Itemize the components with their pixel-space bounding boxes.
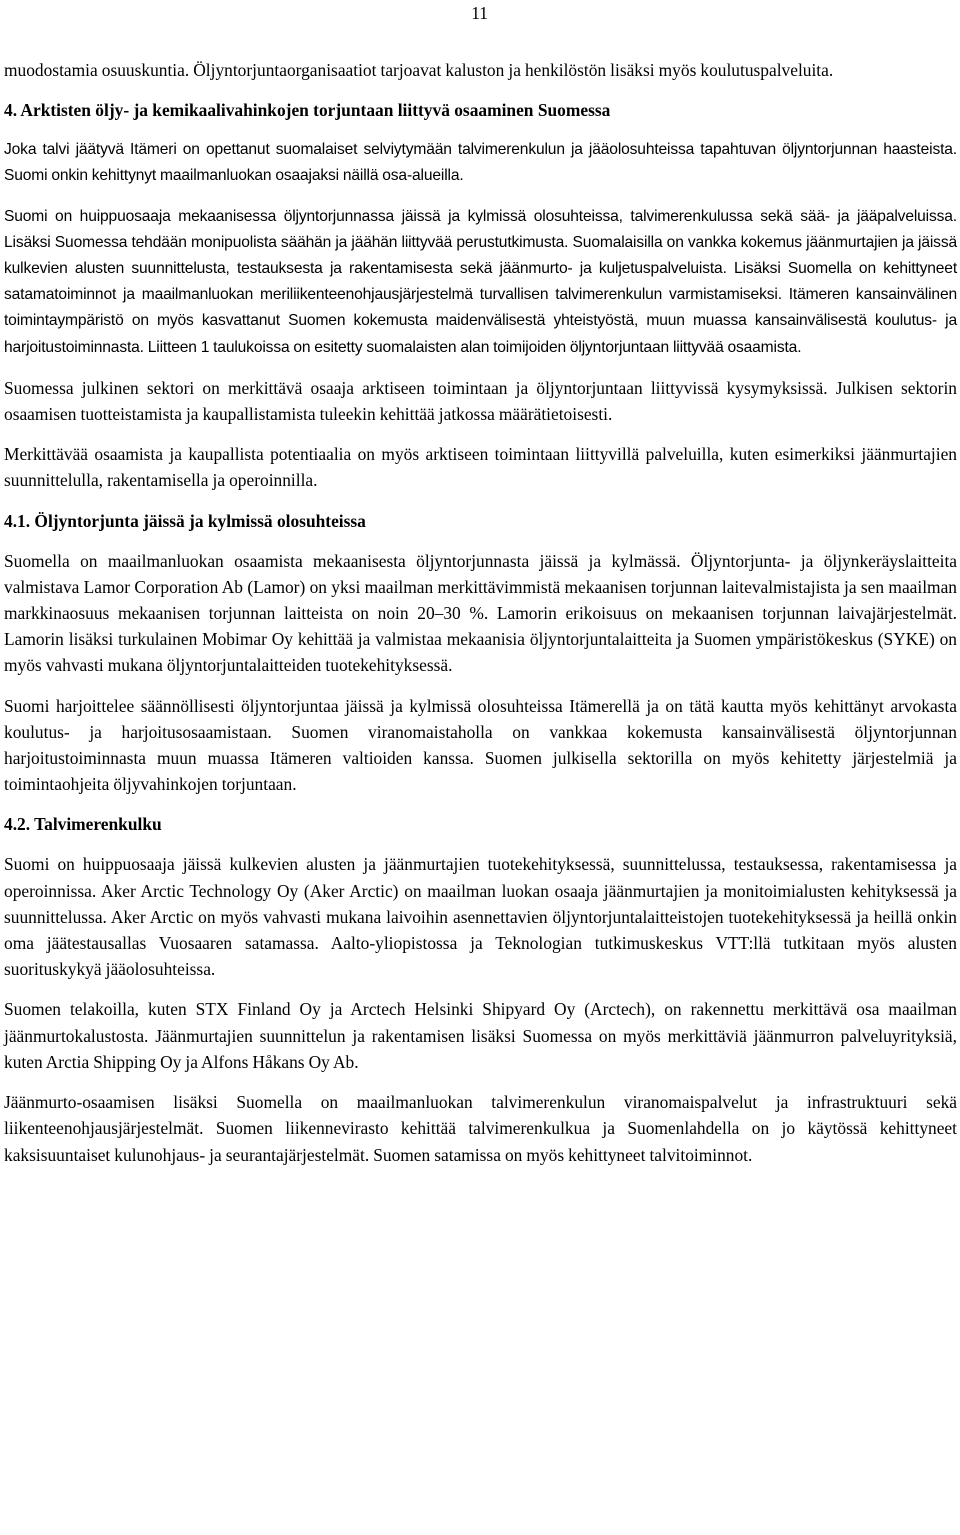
section-heading-4-1: 4.1. Öljyntorjunta jäissä ja kylmissä olosuhteissa bbox=[4, 510, 366, 531]
paragraph-expertise-overview: Suomi on huippuosaaja mekaanisessa öljyntorjunnassa jäissä ja kylmissä olosuhteissa, talvimerenkulussa sekä sää- ja jääpalveluissa. Lisäksi Suomessa tehdään monipuolista säähän ja jäähän liittyvää perustutkimusta. Suomalaisilla on vankka kokemus jäänmurtajien ja jäissä kulkevien alusten suunnittelusta, testauksesta ja rakentamisesta sekä jäänmurto- ja kuljetuspalveluista. Lisäksi Suomella on kehittyneet satamatoiminnot ja maailmanluokan meriliikenteenohjausjärjestelmä turvallisen talvimerenkulun varmistamiseksi. Itämeren kansainvälinen toimintaympäristö on myös kasvattanut Suomen kokemusta maidenvälisestä yhteistyöstä, muun muassa kansainvälisestä koulutus- ja harjoitustoiminnasta. Liitteen 1 taulukoissa on esitetty suomalaisten alan toimijoiden öljyntorjuntaan liittyvää osaamista. bbox=[4, 207, 957, 356]
paragraph-commercial-potential: Merkittävää osaamista ja kaupallista potentiaalia on myös arktiseen toimintaan liittyvillä palveluilla, kuten esimerkiksi jäänmurtajien suunnittelulla, rakentamisella ja operoinnilla. bbox=[4, 444, 957, 491]
paragraph-intro-continuation: muodostamia osuuskuntia. Öljyntorjuntaorganisaatiot tarjoavat kaluston ja henkilöstön lisäksi myös koulutuspalveluita. bbox=[4, 60, 834, 80]
section-heading-4-2: 4.2. Talvimerenkulku bbox=[4, 814, 162, 835]
paragraph-ice-challenges: Joka talvi jäätyvä Itämeri on opettanut suomalaiset selviytymään talvimerenkulun ja jääolosuhteissa tapahtuvan öljyntorjunnan haasteista. Suomi onkin kehittynyt maailmanluokan osaajaksi näillä osa-alueilla. bbox=[4, 141, 957, 185]
page-number: 11 bbox=[471, 3, 488, 23]
paragraph-mechanical-response: Suomella on maailmanluokan osaamista mekaanisesta öljyntorjunnasta jäissä ja kylmässä. Öljyntorjunta- ja öljynkeräyslaitteita valmistava Lamor Corporation Ab (Lamor) on yksi maailman merkittävimmistä mekaanisen torjunnan laitevalmistajista ja sen maailman markkinaosuus mekaanisen torjunnan laitteista on noin 20–30 %. Lamorin erikoisuus on mekaanisen torjunnan laivajärjestelmät. Lamorin lisäksi turkulainen Mobimar Oy kehittää ja valmistaa mekaanisia öljyntorjuntalaitteita ja Suomen ympäristökeskus (SYKE) on myös vahvasti mukana öljyntorjuntalaitteiden tuotekehityksessä. bbox=[4, 550, 957, 676]
paragraph-public-sector: Suomessa julkinen sektori on merkittävä osaaja arktiseen toimintaan ja öljyntorjuntaan liittyvissä kysymyksissä. Julkisen sektorin osaamisen tuotteistamista ja kaupallistamista tuleekin kehittää jatkossa määrätietoisesti. bbox=[4, 377, 957, 425]
paragraph-icebreaker-design: Suomi on huippuosaaja jäissä kulkevien alusten ja jäänmurtajien tuotekehityksessä, suunnittelussa, testauksessa, rakentamisessa ja operoinnissa. Aker Arctic Technology Oy (Aker Arctic) on maailman luokan osaaja jäänmurtajien ja monitoimialusten kehityksessä ja suunnittelussa. Aker Arctic on myös vahvasti mukana laivoihin asennettavien öljyntorjuntalaitteistojen tuotekehityksessä ja heillä onkin oma jäätestausallas Vuosaaren satamassa. Aalto-yliopistossa ja Teknologian tutkimuskeskus VTT:llä tutkitaan myös alusten suorituskykyä jääolosuhteissa. bbox=[4, 854, 957, 980]
document-body bbox=[4, 57, 957, 1168]
paragraph-winter-navigation-services: Jäänmurto-osaamisen lisäksi Suomella on maailmanluokan talvimerenkulun viranomaispalvelut ja infrastruktuuri sekä liikenteenohjausjärjestelmät. Suomen liikennevirasto kehittää talvimerenkulkua ja Suomenlahdella on jo käytössä kehittyneet kaksisuuntaiset kulunohjaus- ja seurantajärjestelmät. Suomen satamissa on myös kehittyneet talvitoiminnot. bbox=[4, 1092, 957, 1165]
paragraph-exercises: Suomi harjoittelee säännöllisesti öljyntorjuntaa jäissä ja kylmissä olosuhteissa Itämerellä ja on tätä kautta myös kehittänyt arvokasta koulutus- ja harjoitusosaamistaan. Suomen viranomaistaholla on vankkaa kokemusta kansainvälisestä öljyntorjunnan harjoitustoiminnasta muun muassa Itämeren valtioiden kanssa. Suomen julkisella sektorilla on myös kehitetty järjestelmiä ja toimintaohjeita öljyvahinkojen torjuntaan. bbox=[4, 695, 957, 795]
section-heading-4: 4. Arktisten öljy- ja kemikaalivahinkojen torjuntaan liittyvä osaaminen Suomessa bbox=[4, 100, 611, 121]
paragraph-shipyards: Suomen telakoilla, kuten STX Finland Oy ja Arctech Helsinki Shipyard Oy (Arctech), on rakennettu merkittävä osa maailman jäänmurtokalustosta. Jäänmurtajien suunnittelun ja rakentamisen lisäksi Suomessa on myös merkittäviä jäänmurron palveluyrityksiä, kuten Arctia Shipping Oy ja Alfons Håkans Oy Ab. bbox=[4, 999, 957, 1072]
